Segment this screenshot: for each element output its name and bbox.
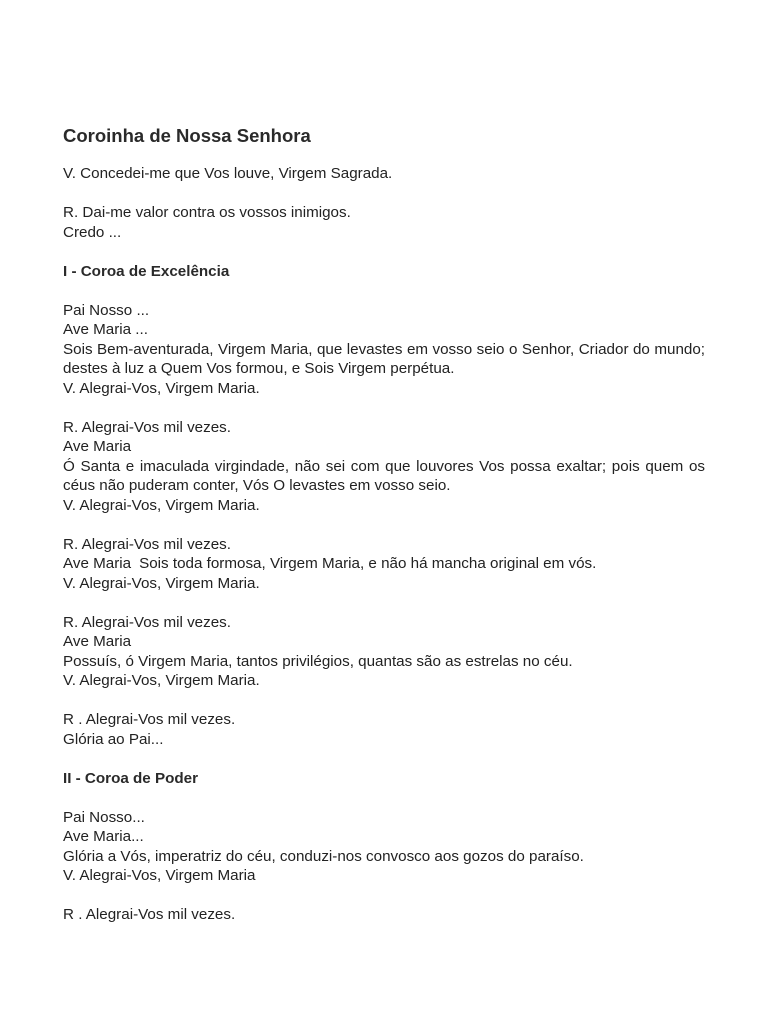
versicle-line: V. Alegrai-Vos, Virgem Maria. [63, 672, 260, 689]
section-1-heading: I - Coroa de Excelência [63, 262, 230, 280]
ave-maria-line: Ave Maria ... [63, 321, 148, 338]
section-2-block-2 [63, 905, 705, 925]
intro-versicle: V. Concedei-me que Vos louve, Virgem Sagrada. [63, 165, 393, 182]
ave-maria-line: Ave Maria [63, 633, 132, 650]
versicle-line: V. Alegrai-Vos, Virgem Maria [63, 867, 256, 884]
ave-maria-prayer-line [63, 554, 705, 574]
response-line: R . Alegrai-Vos mil vezes. [63, 711, 236, 728]
prayer-text: Sois toda formosa, Virgem Maria, e não há mancha original em vós. [139, 555, 597, 572]
credo-line: Credo ... [63, 223, 122, 241]
prayer-paragraph: Ó Santa e imaculada virgindade, não sei com que louvores Vos possa exaltar; pois quem os céus não puderam conter, Vós O levastes em vosso seio. [63, 457, 705, 494]
section-1-block-5 [63, 710, 705, 749]
document-title: Coroinha de Nossa Senhora [63, 125, 311, 146]
prayer-paragraph: Sois Bem-aventurada, Virgem Maria, que levastes em vosso seio o Senhor, Criador do mundo; destes à luz a Quem Vos formou, e Sois Virgem perpétua. [63, 340, 705, 377]
prayer-line: Glória a Vós, imperatriz do céu, conduzi-nos convosco aos gozos do paraíso. [63, 847, 584, 865]
section-1-block-2 [63, 418, 705, 516]
document-page [63, 124, 705, 944]
pai-nosso-line: Pai Nosso ... [63, 301, 150, 319]
section-1-block-1 [63, 301, 705, 399]
section-2-heading: II - Coroa de Poder [63, 769, 199, 787]
gloria-line: Glória ao Pai... [63, 730, 164, 748]
versicle-line: V. Alegrai-Vos, Virgem Maria. [63, 574, 260, 592]
intro-response: R. Dai-me valor contra os vossos inimigos. [63, 204, 351, 221]
response-line: R . Alegrai-Vos mil vezes. [63, 906, 236, 923]
pai-nosso-line: Pai Nosso... [63, 808, 145, 826]
response-line: R. Alegrai-Vos mil vezes. [63, 418, 231, 436]
intro-versicle-block [63, 164, 705, 184]
response-line: R. Alegrai-Vos mil vezes. [63, 535, 231, 553]
versicle-line: V. Alegrai-Vos, Virgem Maria. [63, 379, 260, 397]
ave-maria-line: Ave Maria... [63, 828, 144, 845]
section-1-block-3 [63, 535, 705, 594]
response-line: R. Alegrai-Vos mil vezes. [63, 613, 231, 631]
ave-maria-label: Ave Maria [63, 555, 132, 572]
section-2-block-1 [63, 808, 705, 886]
prayer-line: Possuís, ó Virgem Maria, tantos privilégios, quantas são as estrelas no céu. [63, 652, 573, 670]
ave-maria-line: Ave Maria [63, 438, 132, 455]
section-1-block-4 [63, 613, 705, 691]
intro-response-block [63, 203, 705, 242]
versicle-line: V. Alegrai-Vos, Virgem Maria. [63, 496, 260, 514]
